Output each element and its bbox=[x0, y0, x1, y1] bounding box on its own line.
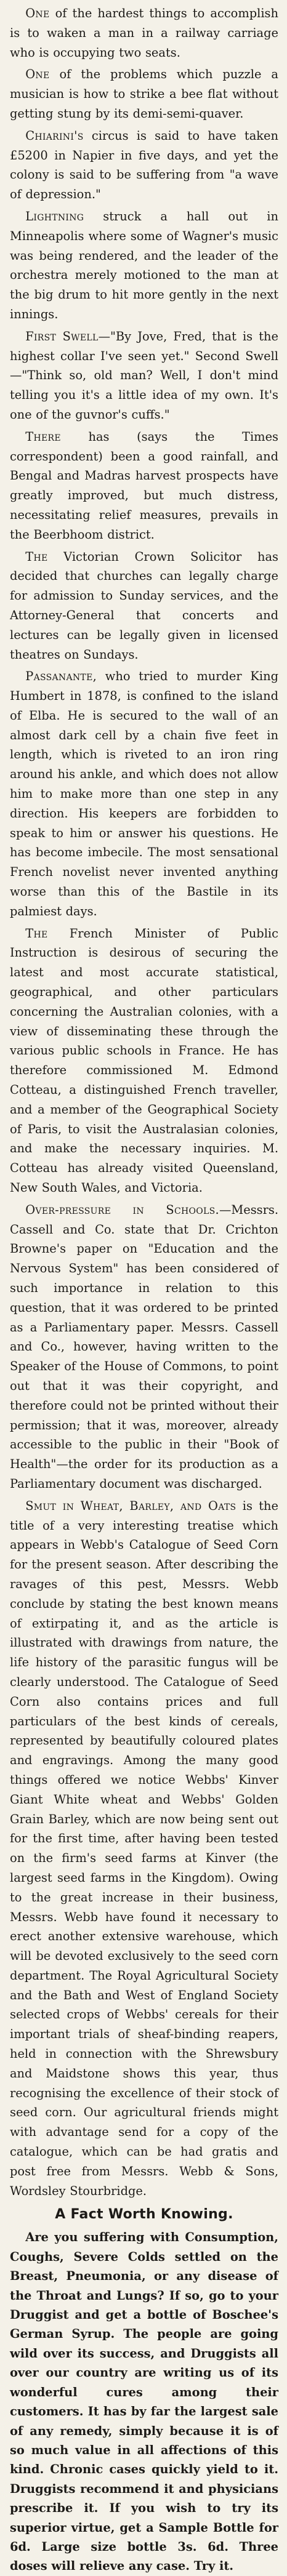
paragraph-text: of the hardest things to accomplish is to waken a man in a railway carriage who is occupying two seats. bbox=[10, 6, 278, 60]
paragraph-lead: One bbox=[25, 67, 50, 82]
paragraph-text: —Messrs. Cassell and Co. state that Dr. Crichton Browne's paper on "Education and the Nervous System" has been considered of such importance in relation to this question, that it was ordered to be printed as a Parliamentary paper. Messrs. Cassell and Co., however, having written to the Speaker of the House of Commons, to point out that it was their copyright, and therefore could not be printed without their permission; that it was, moreover, already accessible to the public in their "Book of Health"—the order for its production as a Parliamentary document was discharged. bbox=[10, 1202, 278, 1491]
paragraph-french-minister bbox=[10, 924, 278, 1198]
paragraph-lead: First Swell bbox=[25, 329, 99, 343]
paragraph-over-pressure bbox=[10, 1200, 278, 1494]
paragraph-text: French Minister of Public Instruction is desirous of securing the latest and most accurate statistical, geographical, and other particulars concerning the Australian colonies, with a view of disseminating these through the various public schools in France. He has therefore commissioned M. Edmond Cotteau, a distinguished French traveller, and a member of the Geographical Society of Paris, to visit the Australasian colonies, and make the necessary inquiries. M. Cotteau has already visited Queensland, New South Wales, and Victoria. bbox=[10, 926, 278, 1195]
paragraph-text: of the problems which puzzle a musician is how to strike a bee flat without getting stung by its demi-semi-quaver. bbox=[10, 67, 278, 121]
paragraph-lead: Lightning bbox=[25, 209, 84, 223]
paragraph-text: —"By Jove, Fred, that is the highest collar I've seen yet." Second Swell—"Think so, old man? Well, I don't mind telling you it's a little idea of my own. It's one of the guvnor's cuffs." bbox=[10, 329, 278, 422]
paragraph-lead: Smut in Wheat, Barley, and Oats bbox=[25, 1498, 236, 1513]
paragraph-bengal bbox=[10, 427, 278, 545]
advert-text: Are you suffering with Consumption, Coughs, Severe Colds settled on the Breast, Pneumonia, or any disease of the Throat and Lungs? If so, go to your Druggist and get a bottle of Boschee's German Syrup. The people are going wild over its success, and Druggists all over our country are writing us of its wonderful cures among their customers. It has by far the largest sale of any remedy, simply because it is of so much value in all affections of this kind. Chronic cases quickly yield to it. Druggists recommend it and physicians prescribe it. If you wish to try its superior virtue, get a Sample Bottle for 6d. Large size bottle 3s. 6d. Three doses will relieve any case. Try it. bbox=[10, 2230, 278, 2574]
paragraph-lightning bbox=[10, 207, 278, 324]
paragraph-passanante bbox=[10, 667, 278, 921]
paragraph-text: who tried to murder King Humbert in 1878, is confined to the island of Elba. He is secured to the wall of an almost dark cell by a chain five feet in length, which is riveted to an iron ring around his ankle, and which does not allow him to make more than one step in any direction. His keepers are forbidden to speak to him or answer his questions. He has become imbecile. The most sensational French novelist never invented anything worse than this of the Bastile in its palmiest days. bbox=[10, 669, 278, 918]
paragraph-text: Victorian Crown Solicitor has decided that churches can legally charge for admission to Sunday services, and the Attorney-General that concerts and lectures can be legally given in licensed theatres on Sundays. bbox=[10, 549, 278, 662]
paragraph-rail-sleeper bbox=[10, 4, 278, 62]
paragraph-circus bbox=[10, 126, 278, 204]
paragraph-lead: Over-pressure in Schools. bbox=[25, 1202, 219, 1217]
paragraph-lead: The bbox=[25, 549, 48, 564]
paragraph-lead: Passanante, bbox=[25, 669, 97, 684]
paragraph-crown-solicitor bbox=[10, 547, 278, 665]
paragraph-lead: There bbox=[25, 429, 61, 444]
paragraph-lead: One bbox=[25, 6, 50, 20]
advert-heading: A Fact Worth Knowing. bbox=[55, 2207, 233, 2223]
paragraph-text: circus is said to have taken £5200 in Napier in five days, and yet the colony is said to be suffering from "a wave of depression." bbox=[10, 128, 278, 202]
paragraph-smut-in-wheat bbox=[10, 1496, 278, 2201]
paragraph-text: struck a hall out in Minneapolis where some of Wagner's music was being rendered, and the leader of the orchestra merely motioned to the man at the big drum to hit more gently in the next innings. bbox=[10, 209, 278, 321]
paragraph-musician bbox=[10, 65, 278, 123]
paragraph-swell bbox=[10, 327, 278, 425]
paragraph-text: is the title of a very interesting treatise which appears in Webb's Catalogue of Seed Corn for the present season. After describing the ravages of this pest, Messrs. Webb conclude by stating the best known means of extirpating it, and as the article is illustrated with drawings from nature, the life history of the parasitic fungus will be clearly understood. The Catalogue of Seed Corn also contains prices and full particulars of the best kinds of cereals, represented by beautifully coloured plates and engravings. Among the many good things offered we notice Webbs' Kinver Giant White wheat and Webbs' Golden Grain Barley, which are now being sent out for the first time, after having been tested on the firm's seed farms at Kinver (the largest seed farms in the Kingdom). Owing to the great increase in their business, Messrs. Webb have found it necessary to erect another extensive warehouse, which will be devoted exclusively to the seed corn department. The Royal Agricultural Society and the Bath and West of England Society selected crops of Webbs' cereals for their important trials of sheaf-binding reapers, held in connection with the Shrewsbury and Maidstone shows this year, thus recognising the excellence of their stock of seed corn. Our agricultural friends might with advantage send for a copy of the catalogue, which can be had gratis and post free from Messrs. Webb & Sons, Wordsley Stourbridge. bbox=[10, 1498, 278, 2198]
paragraph-lead: The bbox=[25, 926, 48, 941]
paragraph-text: has (says the Times correspondent) been a good rainfall, and Bengal and Madras harvest prospects have greatly improved, but much distress, necessitating relief measures, prevails in the Beerbhoom district. bbox=[10, 429, 278, 542]
paragraph-lead: Chiarini's bbox=[25, 128, 84, 143]
